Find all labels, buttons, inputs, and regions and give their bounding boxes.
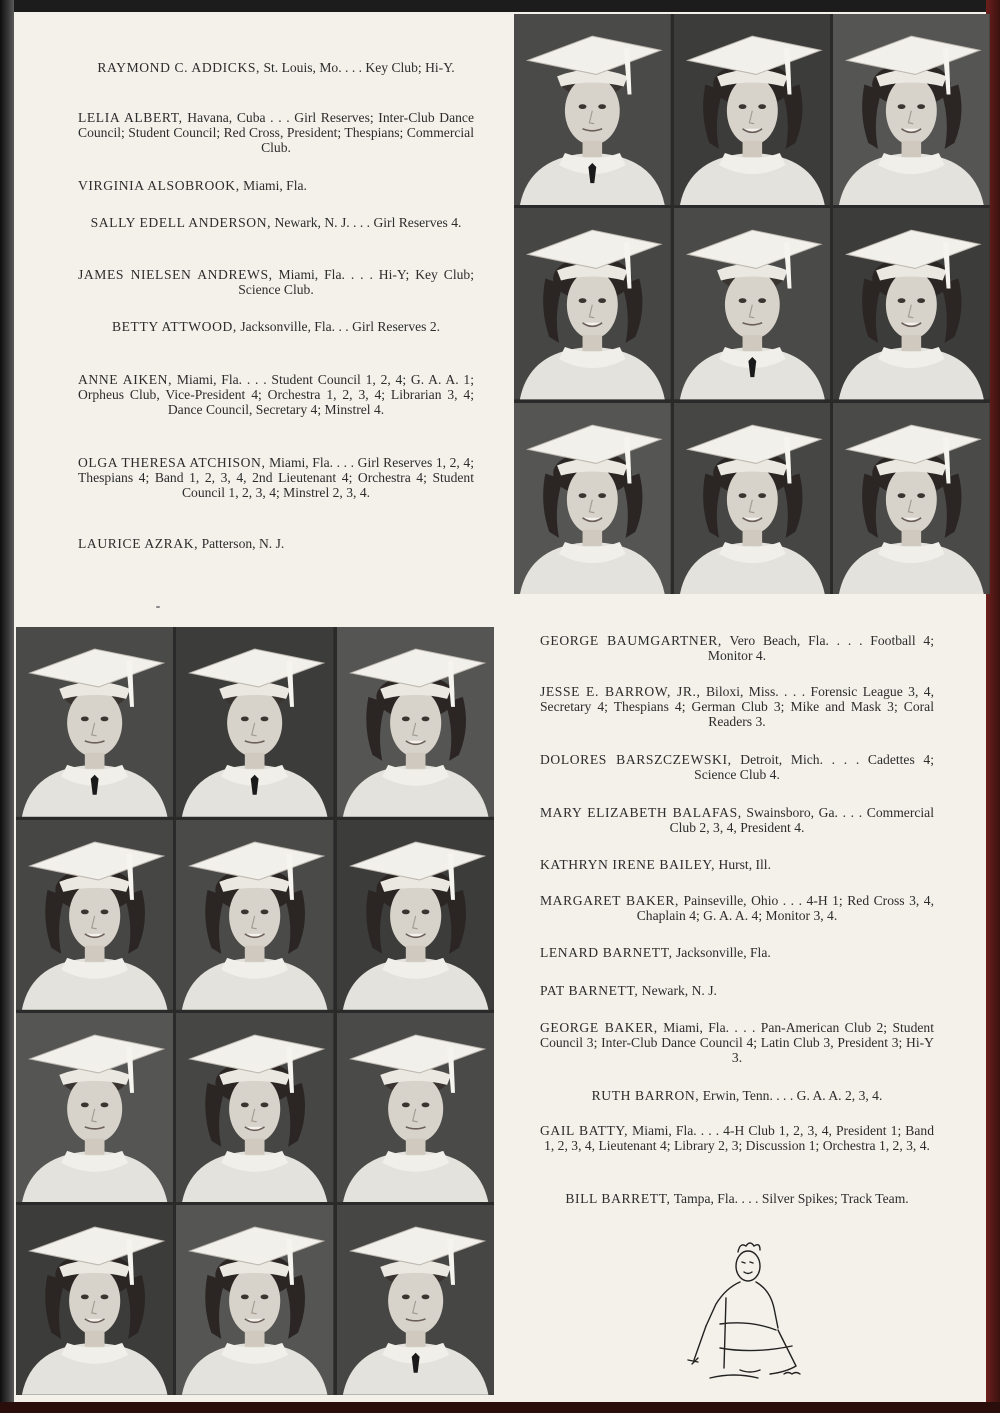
senior-details: Vero Beach, Fla. . . . Football 4; Monitor 4. xyxy=(707,633,934,663)
senior-entry xyxy=(78,372,474,417)
senior-entry xyxy=(78,536,474,551)
senior-name: OLGA THERESA ATCHISON, xyxy=(78,455,266,470)
senior-name: GEORGE BAKER, xyxy=(540,1020,658,1035)
senior-portrait-photo xyxy=(674,208,831,399)
senior-details: Erwin, Tenn. . . . G. A. A. 2, 3, 4. xyxy=(702,1088,883,1103)
senior-name: PAT BARNETT, xyxy=(540,983,639,998)
senior-entry xyxy=(78,60,474,75)
senior-entry xyxy=(540,1088,934,1103)
student-writing-sketch-icon xyxy=(680,1238,804,1384)
senior-name: MARGARET BAKER, xyxy=(540,893,680,908)
senior-name: SALLY EDELL ANDERSON, xyxy=(90,215,272,230)
book-bottom-edge xyxy=(0,1402,1000,1413)
senior-portrait-photo xyxy=(514,208,671,399)
senior-portrait-photo xyxy=(16,1205,173,1395)
senior-details: Patterson, N. J. xyxy=(201,536,285,551)
senior-entry xyxy=(540,805,934,835)
senior-portrait-photo xyxy=(176,1013,333,1203)
senior-portrait-photo xyxy=(176,820,333,1010)
senior-entry xyxy=(540,1191,934,1206)
senior-name: LAURICE AZRAK, xyxy=(78,536,199,551)
senior-details: Painseville, Ohio . . . 4-H 1; Red Cross 3, 4, Chaplain 4; G. A. A. 4; Monitor 3, 4. xyxy=(636,893,934,923)
portrait-grid-top xyxy=(514,14,990,594)
portrait-grid-bottom xyxy=(16,627,494,1395)
senior-portrait-photo xyxy=(514,403,671,594)
senior-portrait-photo xyxy=(337,1205,494,1395)
senior-name: MARY ELIZABETH BALAFAS, xyxy=(540,805,742,820)
senior-portrait-photo xyxy=(337,627,494,817)
senior-portrait-photo xyxy=(514,14,671,205)
senior-entry xyxy=(78,455,474,500)
senior-portrait-photo xyxy=(176,627,333,817)
senior-entry xyxy=(78,110,474,155)
senior-details: Hurst, Ill. xyxy=(718,857,771,872)
senior-portrait-photo xyxy=(16,1013,173,1203)
senior-details: Biloxi, Miss. . . . Forensic League 3, 4, Secretary 4; Thespians 4; German Club 3; Mike and Mask 3; Coral Readers 3. xyxy=(540,684,934,729)
book-spine xyxy=(0,0,14,1413)
senior-entry xyxy=(540,633,934,663)
senior-entry xyxy=(540,1123,934,1153)
paper-speck xyxy=(156,606,160,608)
senior-entry xyxy=(78,319,474,334)
senior-portrait-photo xyxy=(833,14,990,205)
senior-portrait-photo xyxy=(674,14,831,205)
senior-details: Miami, Fla. . . . Hi-Y; Key Club; Science Club. xyxy=(238,267,474,297)
senior-entry xyxy=(540,893,934,923)
senior-details: Tampa, Fla. . . . Silver Spikes; Track Team. xyxy=(673,1191,909,1206)
senior-name: RAYMOND C. ADDICKS, xyxy=(97,60,261,75)
senior-entry xyxy=(78,267,474,297)
senior-name: BETTY ATTWOOD, xyxy=(111,319,237,334)
senior-details: Miami, Fla. xyxy=(243,178,307,193)
senior-details: Detroit, Mich. . . . Cadettes 4; Science Club 4. xyxy=(694,752,934,782)
senior-portrait-photo xyxy=(833,208,990,399)
senior-portrait-photo xyxy=(16,627,173,817)
senior-details: Jacksonville, Fla. xyxy=(676,945,771,960)
senior-name: LELIA ALBERT, xyxy=(78,110,183,125)
senior-details: Miami, Fla. . . . 4-H Club 1, 2, 3, 4, President 1; Band 1, 2, 3, 4, Lieutenant 4; Library 2, 3; Discussion 1; Orchestra 1, 2, 3, 4. xyxy=(544,1123,934,1153)
senior-details: Jacksonville, Fla. . . Girl Reserves 2. xyxy=(240,319,441,334)
senior-details: St. Louis, Mo. . . . Key Club; Hi-Y. xyxy=(263,60,455,75)
senior-details: Miami, Fla. . . . Student Council 1, 2, 4; G. A. A. 1; Orpheus Club, Vice-President 4; Orchestra 1, 2, 3, 4; Librarian 3, 4; Dance Council, Secretary 4; Minstrel 4. xyxy=(78,372,474,417)
senior-entry xyxy=(78,178,474,193)
senior-portrait-photo xyxy=(833,403,990,594)
senior-name: DOLORES BARSZCZEWSKI, xyxy=(540,752,732,767)
senior-entry xyxy=(540,684,934,729)
senior-entry xyxy=(540,945,934,960)
senior-entry xyxy=(540,1020,934,1065)
senior-portrait-photo xyxy=(337,1013,494,1203)
senior-portrait-photo xyxy=(337,820,494,1010)
senior-details: Swainsboro, Ga. . . . Commercial Club 2, 3, 4, President 4. xyxy=(669,805,934,835)
senior-entry xyxy=(540,752,934,782)
senior-name: JESSE E. BARROW, JR., xyxy=(540,684,701,699)
senior-details: Newark, N. J. . . . Girl Reserves 4. xyxy=(274,215,462,230)
senior-details: Havana, Cuba . . . Girl Reserves; Inter-Club Dance Council; Student Council; Red Cross, President; Thespians; Commercial Club. xyxy=(78,110,474,155)
senior-name: GEORGE BAUMGARTNER, xyxy=(540,633,722,648)
senior-portrait-photo xyxy=(674,403,831,594)
senior-name: ANNE AIKEN, xyxy=(78,372,173,387)
senior-details: Miami, Fla. . . . Pan-American Club 2; Student Council 3; Inter-Club Dance Council 4; Latin Club 3, President 3; Hi-Y 3. xyxy=(540,1020,935,1065)
senior-entry xyxy=(540,857,934,872)
senior-name: KATHRYN IRENE BAILEY, xyxy=(540,857,716,872)
senior-details: Miami, Fla. . . . Girl Reserves 1, 2, 4; Thespians 4; Band 1, 2, 3, 4, 2nd Lieutenant 4; Orchestra 4; Student Council 1, 2, 3, 4; Minstrel 2, 3, 4. xyxy=(78,455,474,500)
senior-name: JAMES NIELSEN ANDREWS, xyxy=(78,267,273,282)
senior-entry xyxy=(540,983,934,998)
senior-details: Newark, N. J. xyxy=(641,983,717,998)
senior-name: BILL BARRETT, xyxy=(565,1191,671,1206)
senior-entry xyxy=(78,215,474,230)
senior-name: VIRGINIA ALSOBROOK, xyxy=(78,178,240,193)
senior-name: GAIL BATTY, xyxy=(540,1123,629,1138)
senior-portrait-photo xyxy=(16,820,173,1010)
senior-portrait-photo xyxy=(176,1205,333,1395)
senior-name: LENARD BARNETT, xyxy=(540,945,673,960)
senior-name: RUTH BARRON, xyxy=(591,1088,700,1103)
